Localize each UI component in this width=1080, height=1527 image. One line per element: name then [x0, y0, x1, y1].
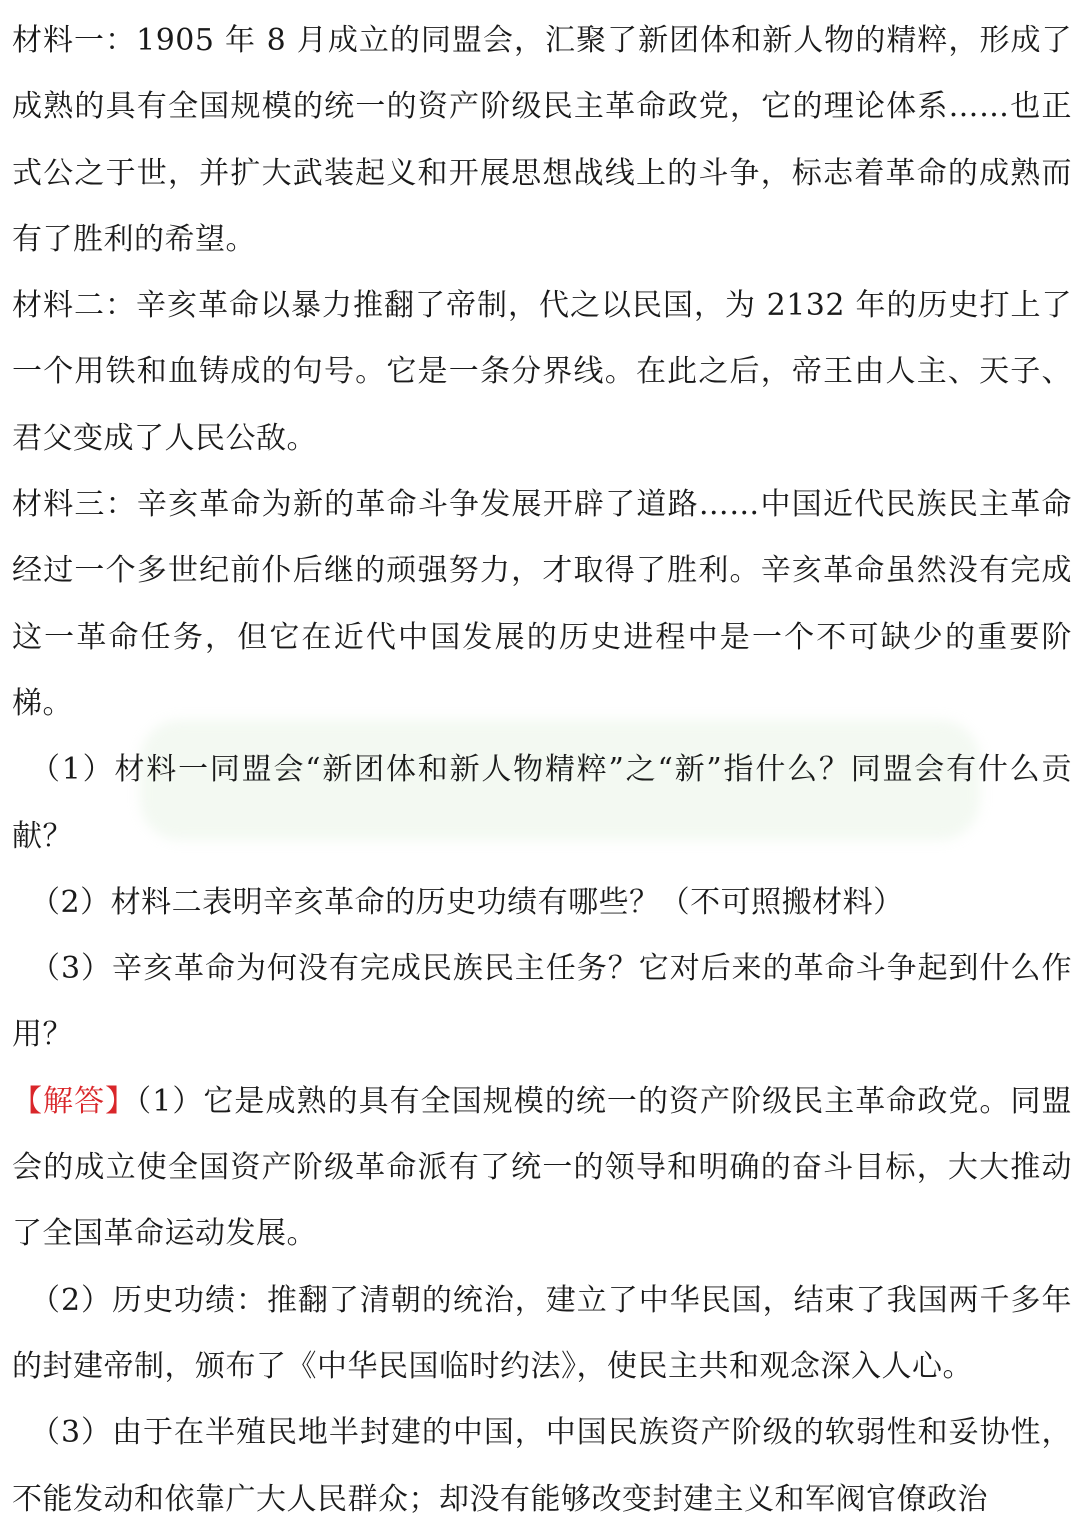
- question-2: （2）材料二表明辛亥革命的历史功绩有哪些？（不可照搬材料）: [30, 884, 904, 920]
- answer-part-1-text: （1）它是成熟的具有全国规模的统一的资产阶级民主革命政党。同盟会的成立使全国资产阶级革命派有了统一的领导和明确的奋斗目标，大大推动了全国革命运动发展。: [12, 1083, 1072, 1252]
- material-3-label: 材料三：: [12, 487, 137, 523]
- material-3-text: 辛亥革命为新的革命斗争发展开辟了道路……中国近代民族民主革命经过一个多世纪前仆后继的顽强努力，才取得了胜利。辛亥革命虽然没有完成这一革命任务，但它在近代中国发展的历史进程中是一个不可缺少的重要阶梯。: [12, 487, 1072, 721]
- answer-tag: 【解答】: [12, 1083, 137, 1119]
- material-2-text: 辛亥革命以暴力推翻了帝制，代之以民国，为 2132 年的历史打上了一个用铁和血铸成的句号。它是一条分界线。在此之后，帝王由人主、天子、君父变成了人民公敌。: [12, 288, 1073, 456]
- question-3: （3）辛亥革命为何没有完成民族民主任务？它对后来的革命斗争起到什么作用？: [12, 951, 1072, 1053]
- material-1-text: 1905 年 8 月成立的同盟会，汇聚了新团体和新人物的精粹，形成了成熟的具有全国规模的统一的资产阶级民主革命政党，它的理论体系……也正式公之于世，并扩大武装起义和开展思想战线上的斗争，标志着革命的成熟而有了胜利的希望。: [12, 23, 1073, 257]
- answer-part-2: （2）历史功绩：推翻了清朝的统治，建立了中华民国，结束了我国两千多年的封建帝制，颁布了《中华民国临时约法》，使民主共和观念深入人心。: [12, 1282, 1072, 1384]
- answer-part-3: （3）由于在半殖民地半封建的中国，中国民族资产阶级的软弱性和妥协性，不能发动和依靠广大人民群众；却没有能够改变封建主义和军阀官僚政治: [12, 1415, 1072, 1517]
- material-1: [12, 8, 1072, 273]
- question-1: （1）材料一同盟会“新团体和新人物精粹”之“新”指什么？同盟会有什么贡献？: [12, 752, 1072, 854]
- material-2-label: 材料二：: [12, 288, 137, 324]
- material-1-label: 材料一：: [12, 23, 137, 58]
- material-3: [12, 472, 1072, 737]
- document-body: [12, 8, 1072, 1527]
- answer-part-1: [12, 1069, 1072, 1268]
- material-2: [12, 273, 1072, 472]
